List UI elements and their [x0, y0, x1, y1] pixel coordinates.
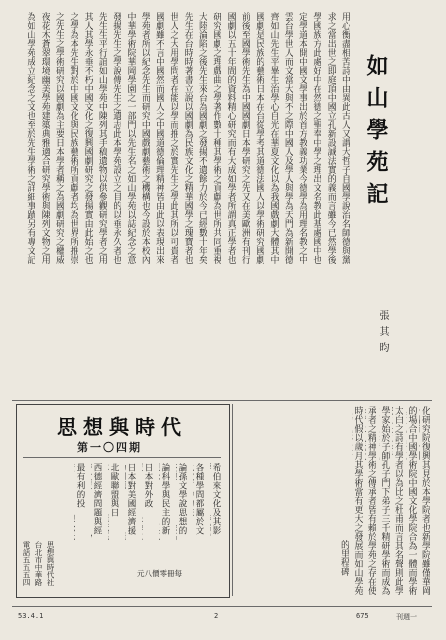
- article-column: 大陸淪陷之後先生來台為國劇之發揚不遺餘力於今已經數十年矣: [197, 12, 207, 264]
- article-column-lower: 的場合中國學術院中國文化學院合為一體而學術: [406, 406, 417, 595]
- article-column: 之學為本先生對於中國文化與民族藝術所貢獻者均為世界所推崇: [68, 12, 79, 264]
- ad-divider: [23, 457, 221, 458]
- footer-page: 2: [214, 612, 219, 620]
- ad-publisher-2: 台北市中華路: [34, 541, 43, 586]
- article-column: 世人之大用學問者在能以學而推之於實先生之學此其所以可貴者: [168, 12, 179, 264]
- article-column: 其人其學永垂不朽中國文化之復興國劇研究之發揚實由此始之也: [82, 12, 93, 264]
- article-column-lower: 化研究院復興其見於本學院者也新學院雖僅華岡: [420, 406, 430, 595]
- article-column-lower: 學家始於子師孔子門下弟子三千精研學術而成為: [379, 406, 390, 595]
- article-column: 先生在台時時著書立說以國劇為民族文化之精華國學之瑰寶者也: [182, 12, 193, 264]
- article-column: 定學道本開中國文學事出於首方教義功業今德學為用理名教之中: [297, 12, 308, 264]
- magazine-title: 思想與時代: [57, 415, 187, 439]
- ad-contents-item: 西德經濟問題與經: [92, 463, 102, 535]
- ad-contents-item: 各種學問都屬於文: [194, 463, 204, 535]
- article-column: 發揚先生之學說傳先生之遺志此本學苑設立之目的以垂永久者也: [111, 12, 122, 264]
- article-column: 研究國劇之理戲曲之學著作數十種其學術之貢獻為世所共同重視: [211, 12, 222, 264]
- section-divider: [12, 400, 432, 401]
- article-column: 中華學術院華岡學園之一部門以先生名之如山學苑以誌紀念之意: [125, 12, 136, 264]
- article-column-lower: 時代假以歲月其學術當有更大之發展而如山學苑: [352, 406, 363, 595]
- ad-price: 元八價零冊每: [137, 569, 182, 578]
- footer-issue-number: 675: [356, 612, 369, 620]
- article-column-lower: 的里程碑: [339, 540, 349, 576]
- article-column: 國劇是民族的藝術日本在台從學考其道德法國人以學術研究國劇: [254, 12, 265, 264]
- article-column: 學國族方此處好中在然德之聖奉中學之理出文名教此基處國中也: [311, 12, 322, 264]
- article-column: 雲台學世人而文當大與不之際中國人及學人與學為天門為新開德: [282, 12, 293, 264]
- article-column: 用心衡盡相苦詩中由異此古人又謂大哲子自國學說治名師德與黨: [340, 12, 350, 264]
- ad-contents-item: 日本對美國經濟援: [126, 463, 136, 535]
- ad-contents-item: 北歐聯盟與日: [109, 463, 119, 517]
- article-author: 張其昀: [377, 310, 388, 358]
- article-column-lower: 承者之精神學術之傳承者皆有賴於學苑之存在使: [366, 406, 376, 595]
- article-column: 國劇以五十年間的資料精心研究而有大成如學者所謂真正學者也: [225, 12, 236, 264]
- article-column: 前後至國學術先生為中國國劇日本學研究之先又在美歐洲有刊行: [239, 12, 250, 264]
- article-column: 之先生之學術研究以國劇為主要日本學者稱之為國劇研究之權威: [54, 12, 64, 264]
- footer-rule: [12, 606, 432, 607]
- article-column: 國劇雖不言中國然而國人之中國道德倫理精神皆由此以表現出來: [154, 12, 165, 264]
- footer-date: 53.4.1: [18, 612, 44, 620]
- magazine-advertisement: [16, 404, 230, 598]
- ad-contents-item: 最有利的投: [75, 463, 85, 508]
- article-column: 齊如山先生平畢生治學心自光在華夏文化以為我國戲劇大體其中: [268, 12, 279, 264]
- ad-contents-item: 希伯來文化及其影: [211, 463, 221, 535]
- ad-publisher-1: 思想與時代社: [46, 541, 55, 586]
- article-column-lower: 太白之詩有學者以為比之杜甫而言其名聲則此學: [393, 406, 403, 595]
- article-column: 求之當出世之即庭頂中國立孔新設誠法實的義而言雖今已然學後: [325, 12, 336, 264]
- article-column: 先生生平行誼如山學苑中陳列其手稿遺物以供參觀研究學者之用: [96, 12, 107, 264]
- ad-contents-item: 日本對外政: [143, 463, 153, 508]
- magazine-issue: 第一〇四期: [77, 441, 142, 454]
- article-column: 學苑者所以紀念先生而研究中國戲劇藝術之機構也今設於本校內: [139, 12, 150, 264]
- ad-publisher-3: 電話五五五四: [22, 541, 31, 586]
- ad-contents-item: 論孫文學說思想的: [177, 463, 187, 535]
- article-title: 如山學苑記: [363, 54, 389, 214]
- column-divider: [232, 404, 233, 596]
- article-column: 為如山學苑成立紀念之文也至於先生學術之詳細事蹟另有專文記: [25, 12, 36, 264]
- ad-contents-item: 論科學與民主的新: [160, 463, 170, 535]
- footer-label: 刊週一: [396, 613, 417, 621]
- article-column: 夜花木蒼翠環境幽美學苑建築典雅適合研究學術與陳列文物之用: [39, 12, 50, 264]
